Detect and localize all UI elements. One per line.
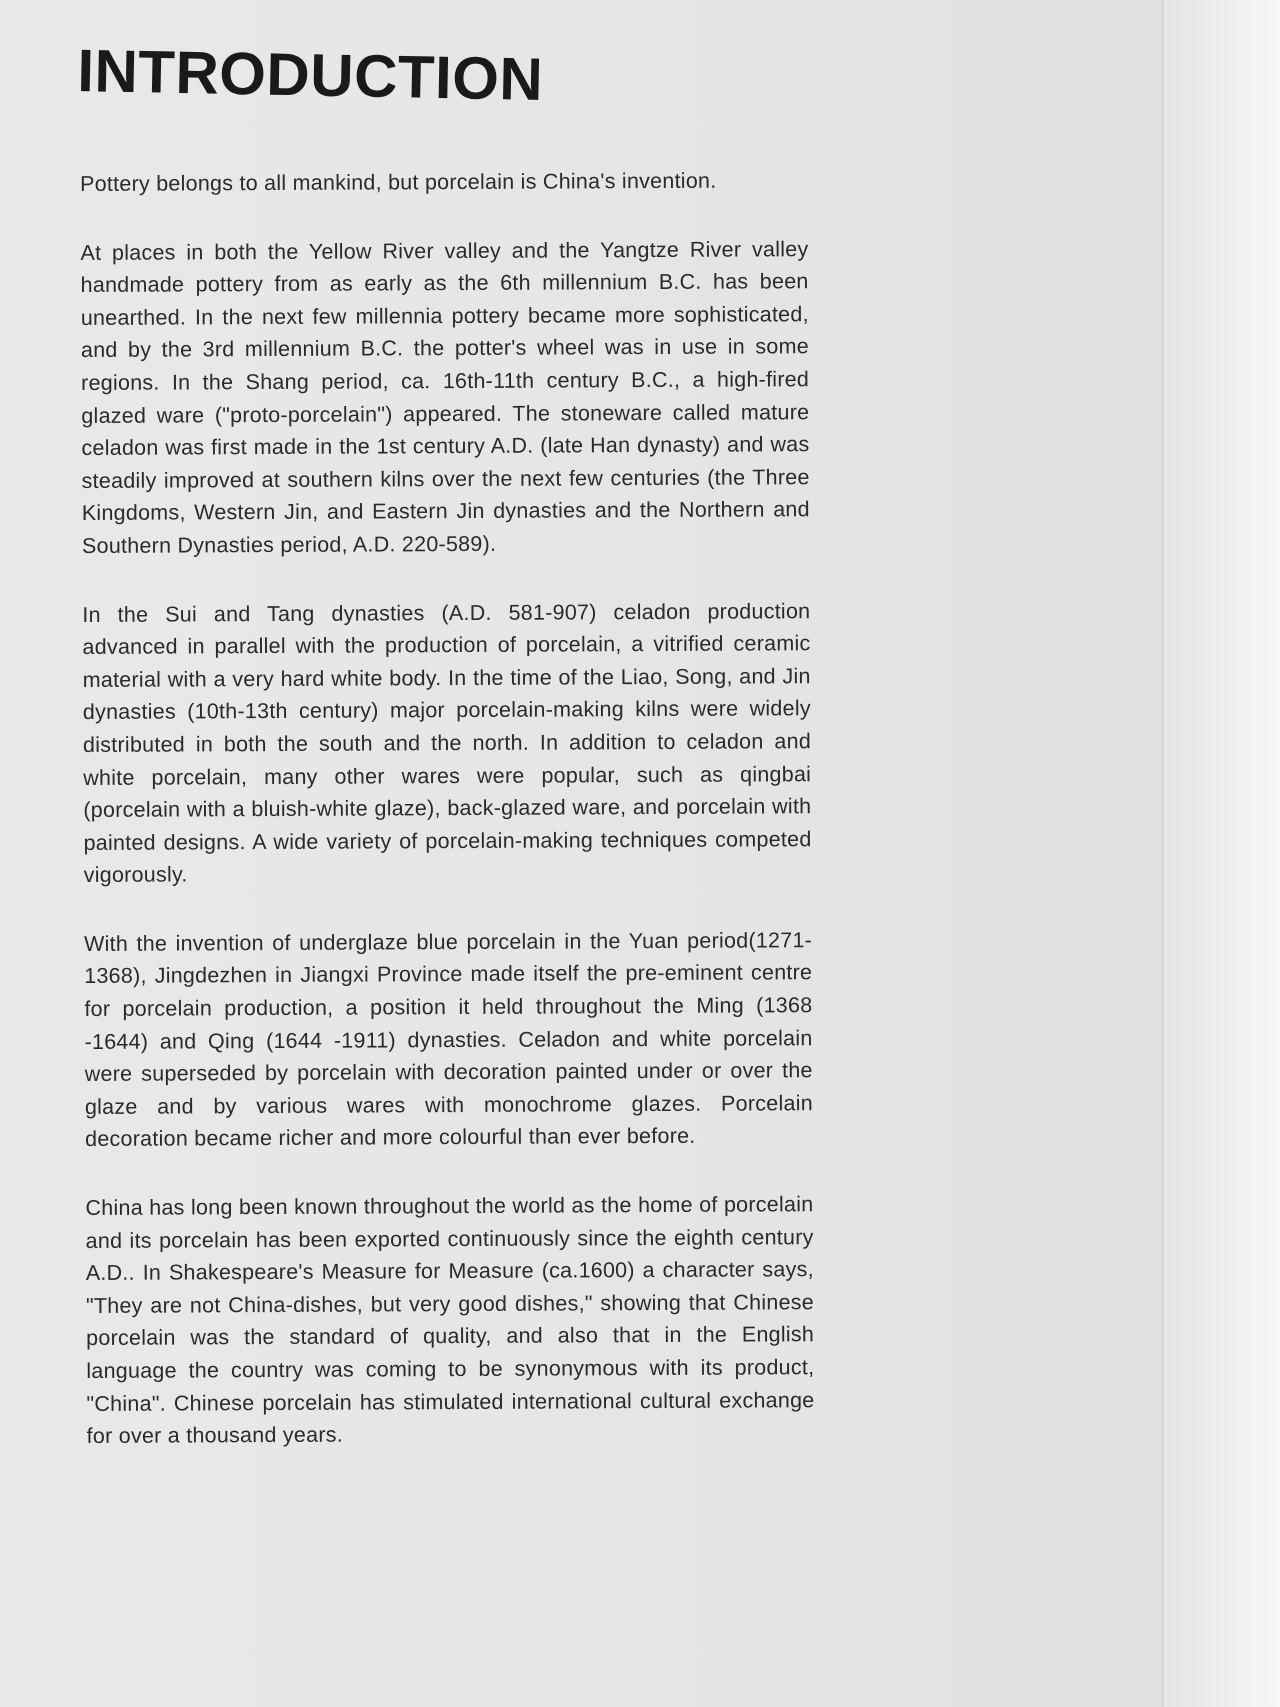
paragraph-3: In the Sui and Tang dynasties (A.D. 581-907) celadon production advanced in parallel with the production of porcelain, a vitrified ceramic material with a very hard white body. In the time of the Liao, Song, and Jin dynasties (10th-13th century) major porcelain-making kilns were widely distributed in both the south and the north. In addition to celadon and white porcelain, many other wares were popular, such as qingbai (porcelain with a bluish-white glaze), back-glazed ware, and porcelain with painted designs. A wide variety of porcelain-making techniques competed vigorously. (82, 598, 812, 888)
paragraph-5: China has long been known throughout the world as the home of porcelain and its porcelain has been exported continuously since the eighth century A.D.. In Shakespeare's Measure for Measure (ca.1600) a character says, "They are not China-dishes, but very good dishes," showing that Chinese porcelain was the standard of quality, and also that in the English language the country was coming to be synonymous with its product, "China". Chinese porcelain has stimulated international cultural exchange for over a thousand years. (85, 1192, 815, 1449)
adjacent-page-shadow (1166, 0, 1280, 1707)
introduction-body (80, 164, 815, 1489)
paragraph-4: With the invention of underglaze blue porcelain in the Yuan period(1271-1368), Jingdezhen in Jiangxi Province made itself the pre-eminent centre for porcelain production, a position it held throughout the Ming (1368 -1644) and Qing (1644 -1911) dynasties. Celadon and white porcelain were superseded by porcelain with decoration painted under or over the glaze and by various wares with monochrome glazes. Porcelain decoration became richer and more colourful than ever before. (83, 928, 813, 1152)
paragraph-2: At places in both the Yellow River valley and the Yangtze River valley handmade pottery from as early as the 6th millennium B.C. has been unearthed. In the next few millennia pottery became more sophisticated, and by the 3rd millennium B.C. the potter's wheel was in use in some regions. In the Shang period, ca. 16th-11th century B.C., a high-fired glazed ware ("proto-porcelain") appeared. The stoneware called mature celadon was first made in the 1st century A.D. (late Han dynasty) and was steadily improved at southern kilns over the next few centuries (the Three Kingdoms, Western Jin, and Eastern Jin dynasties and the Northern and Southern Dynasties period, A.D. 220-589). (80, 236, 810, 558)
paragraph-1: Pottery belongs to all mankind, but porcelain is China's invention. (80, 168, 717, 196)
page-title: INTRODUCTION (76, 36, 544, 113)
